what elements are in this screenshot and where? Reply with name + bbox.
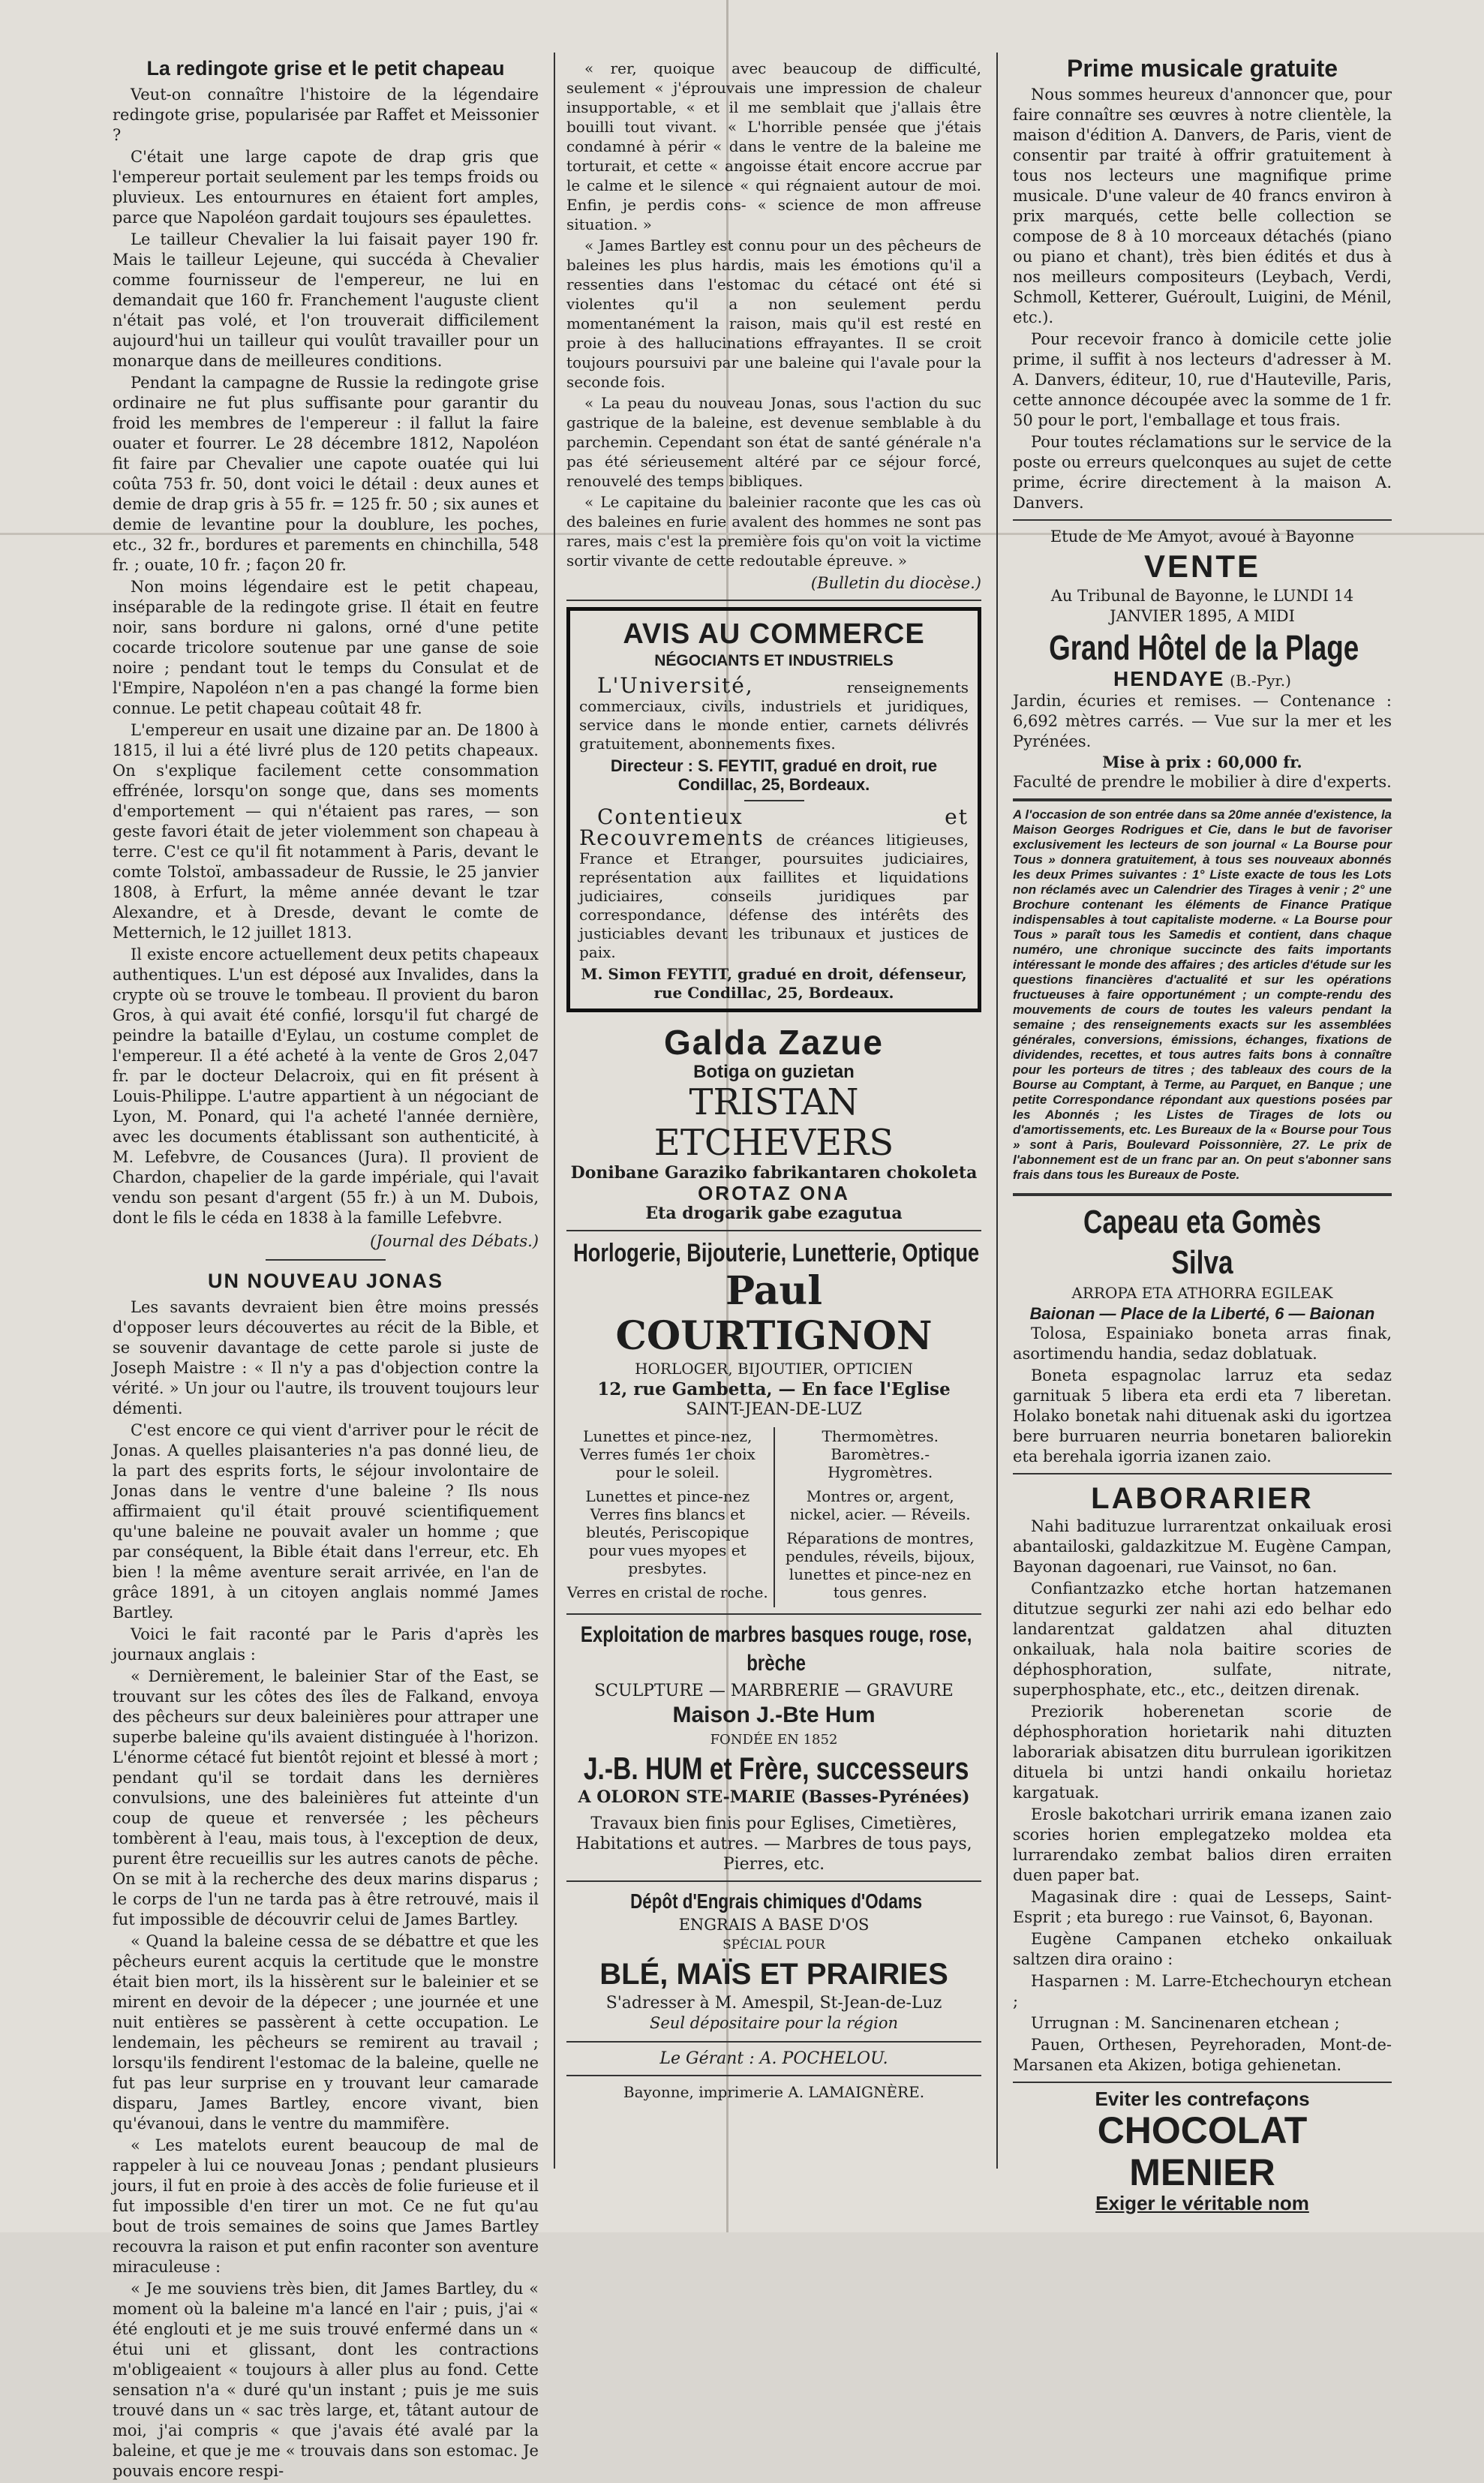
paragraph: « La peau du nouveau Jonas, sous l'action du suc gastrique de la baleine, est devenue semblable à du parchemin. Cependant son état de santé générale n'a pas été sérieusement altéré par ce séjour forcé, renouvelé des temps bibliques.: [566, 394, 981, 490]
paragraph: L'empereur en usait une dizaine par an. De 1800 à 1815, il lui a été livré plus de 120 petits chapeaux. On s'explique facilement cette consommation effrénée, lorsqu'on songe que, dans ses moments d'emportement — qui n'étaient pas rares, — son geste favori était de jeter violemment son chapeau à terre. C'est ce qu'il fit notamment à Paris, devant le comte Tolstoï, ambassadeur de Russie, le 25 janvier 1808, à Erfurt, la même année devant le tzar Alexandre, et à Dresde, devant le comte de Metternich, le 12 juillet 1813.: [113, 721, 539, 942]
article-source: (Journal des Débats.): [370, 1232, 539, 1250]
paragraph: Pour toutes réclamations sur le service de la poste ou erreurs quelconques au sujet de cette prime, écrire directement à la maison A. Danvers.: [1013, 433, 1392, 512]
paragraph: Nahi badituzue lurrarentzat onkailuak erosi abantailoski, galdazkitzue M. Eugène Campan, Bayonan dagoenari, rue Vainsot, no 6an.: [1013, 1517, 1392, 1576]
ad-line: (B.-Pyr.): [1230, 672, 1291, 690]
paragraph: Les savants devraient bien être moins pressés d'opposer leurs découvertes au récit de la Bible, et se souvenir davantage de cette parole si juste de Joseph Maistre : « Il n'y a pas d'objection contre la vérité. » Un jour ou l'autre, ils trouvent toujours leur démenti.: [113, 1298, 539, 1417]
ad-list-left: [566, 1427, 769, 1607]
ad-line: Au Tribunal de Bayonne, le LUNDI 14 JANVIER 1895, A MIDI: [1050, 587, 1354, 625]
ad-bourse-pour-tous: A l'occasion de son entrée dans sa 20me année d'existence, la Maison Georges Rodrigues et Cie, dans le but de favoriser exclusivement les lecteurs de son journal « La Bourse pour Tous » donnera gratuitement, à tous ses nouveaux abonnés les deux Primes suivantes : 1° Liste exacte de tous les Lots non réclamés avec un Calendrier des Tirages à venir ; 2° une Brochure contenant les éléments de Finance Pratique indispensables à tout capitaliste moderne. « La Bourse pour Tous » paraît tous les Samedis et contient, dans chaque numéro, une chronique succincte des faits importants intéressant le monde des affaires ; des articles d'étude sur les questions financières d'actualité et sur les opérations fructueuses à faire opportunément ; un compte-rendu des mouvements de cours de toutes les valeurs pendant la semaine ; des renseignements exacts sur les assemblées générales, conversions, émissions, échanges, fixations de dividendes, recettes, et tous autres faits bons à connaître pour les porteurs de titres ; des tableaux des cours de la Bourse au Comptant, à Terme, au Parquet, en Banque ; une petite Correspondance répondant aux questions posées par les Abonnés ; les Listes de Tirages de lots ou d'amortissements, etc. Les Bureaux de la « Bourse pour Tous » sont à Paris, Boulevard Poissonnière, 27. Le prix de l'abonnement est de un franc par an. On peut s'abonner sans frais dans tous les Bureaux de Poste.: [1013, 807, 1392, 1182]
ad-name: MENIER: [1129, 2151, 1275, 2193]
separator: [1013, 1193, 1392, 1196]
ad-line: A OLORON STE-MARIE (Basses-Pyrénées): [578, 1787, 970, 1807]
separator: [1013, 798, 1392, 801]
ad-text: de créances litigieuses, France et Etranger, poursuites judiciaires, représentation aux faillites et liquidations judiciaires, conseils juridiques par correspondance, défense des intérêts des justiciables devant les tribunaux et justices de paix.: [579, 831, 969, 961]
separator: [744, 800, 804, 801]
separator: [566, 1613, 981, 1615]
ad-chocolat-menier: [1013, 2089, 1392, 2214]
ad-text: Travaux bien finis pour Eglises, Cimetières, Habitations et autres. — Marbres de tous pays, Pierres, etc.: [575, 1814, 972, 1874]
article-title: Prime musicale gratuite: [1066, 55, 1338, 82]
ad-text: Jardin, écuries et remises. — Contenance : 6,692 mètres carrés. — Vue sur la mer et les Pyrénées.: [1013, 692, 1392, 750]
ad-line: ENGRAIS A BASE D'OS: [678, 1916, 870, 1934]
ad-line: Eta drogarik gabe ezagutua: [645, 1204, 903, 1223]
ad-director: Directeur : S. FEYTIT, gradué en droit, rue Condillac, 25, Bordeaux.: [610, 756, 938, 794]
ad-galda-zazue: [566, 1023, 981, 1224]
column-divider: [774, 1427, 775, 1607]
ad-title: Galda Zazue: [664, 1023, 884, 1062]
paragraph: Pendant la campagne de Russie la redingote grise ordinaire ne fut plus suffisante pour garantir du froid les membres de l'empereur : il fallut la faire ouater et fourrer. Le 28 décembre 1812, Napoléon fit faire par Chevalier une capote ouatée qui lui coûta 753 fr. 50, dont voici le détail : deux aunes et demie de drap gris à 55 fr. = 125 fr. 50 ; six aunes et demie de levantine pour la doublure, les poches, etc., 32 fr., bordures et parements en chinchilla, 548 fr. ; ouate, 10 fr. ; façon 20 fr.: [113, 374, 539, 574]
ad-hum: [566, 1621, 981, 1874]
article-title: La redingote grise et le petit chapeau: [146, 57, 505, 80]
paragraph: Urrugnan : M. Sancinenaren etchean ;: [1031, 2014, 1340, 2032]
ad-line: S'adresser à M. Amespil, St-Jean-de-Luz: [605, 1994, 942, 2013]
paragraph: Tolosa, Espainiako boneta arras finak, asortimendu handia, sedaz doblatuak.: [1013, 1324, 1392, 1363]
paragraph: « Quand la baleine cessa de se débattre et que les pêcheurs eurent acquis la certitude que le monstre était bien mort, ils la hissèrent sur le baleinier et se mirent en devoir de la dépecer ; une journée et une nuit entières se passèrent à cette occupation. Le lendemain, les pêcheurs se remirent au travail ; lorsqu'ils fendirent l'estomac de la baleine, quelle ne fut pas leur surprise en y trouvant leur camarade disparu, James Bartley, encore vivant, bien qu'évanoui, dans le ventre du mammifère.: [113, 1932, 539, 2133]
ad-title: Dépôt d'Engrais chimiques d'Odams: [629, 1889, 922, 1913]
paragraph: C'était une large capote de drap gris que l'empereur portait seulement par les temps froids ou pluvieux. Les entournures en étaient fort amples, parce que Napoléon gardait toujours ses épaulettes.: [113, 148, 539, 227]
paragraph: Thermomètres. Baromètres.-Hygromètres.: [822, 1427, 939, 1481]
ad-line: SAINT-JEAN-DE-LUZ: [686, 1400, 862, 1419]
paragraph: « Dernièrement, le baleinier Star of the East, se trouvant sur les côtes des îles de Falkand, envoya des pêcheurs sur deux baleinières pour attraper une superbe baleine qu'ils avaient distinguée à l'horizon. L'énorme cétacé fut bientôt rejoint et blessé à mort ; pendant qu'il se tordait dans les dernières convulsions, une des baleinières fut atteinte d'un coup de queue et renversée ; les pêcheurs tombèrent à l'eau, mais tous, à l'exception de deux, purent être recueillis sur les autres canots de pêche. On se mit à la recherche des deux marins disparus ; le corps de l'un ne tarda pas à être retrouvé, mais il fut impossible de découvrir celui de James Bartley.: [113, 1667, 539, 1928]
separator: [1013, 519, 1392, 521]
ad-line: OROTAZ ONA: [698, 1182, 850, 1204]
separator: [566, 1230, 981, 1231]
ad-title: LABORARIER: [1091, 1482, 1314, 1515]
ad-line: FONDÉE EN 1852: [710, 1732, 838, 1748]
ad-line: HORLOGER, BIJOUTIER, OPTICIEN: [635, 1360, 913, 1378]
ad-subtitle: NÉGOCIANTS ET INDUSTRIELS: [654, 652, 894, 669]
paragraph: Hasparnen : M. Larre-Etchechouryn etchean ;: [1013, 1972, 1392, 2010]
article-body: [113, 1297, 539, 2481]
ad-line: HENDAYE: [1113, 667, 1225, 690]
separator: [566, 2075, 981, 2076]
ad-text: [1013, 1517, 1392, 2076]
ad-title: Capeau eta Gomès Silva: [1083, 1204, 1321, 1281]
paragraph: Verres en cristal de roche.: [566, 1583, 768, 1601]
ad-line: Mise à prix : 60,000 fr.: [1102, 753, 1302, 771]
ad-name: TRISTAN ETCHEVERS: [653, 1081, 894, 1164]
ad-line: Maison J.-Bte Hum: [672, 1703, 876, 1727]
separator: [1013, 2082, 1392, 2083]
column-2: [566, 59, 981, 2103]
article-source: (Bulletin du diocèse.): [810, 574, 981, 592]
paragraph: Erosle bakotchari urririk emana izanen zaio scories horien emplegatzeko moldea eta lurrarendako zembat balios diren erraiten duen paper bat.: [1013, 1805, 1392, 1884]
gerant: Le Gérant : A. POCHELOU.: [659, 2049, 888, 2068]
ad-title: Exploitation de marbres basques rouge, rose, brèche: [580, 1622, 972, 1676]
paragraph: Pour recevoir franco à domicile cette jolie prime, il suffit à nos lecteurs d'adresser à M. A. Danvers, éditeur, 10, rue d'Hauteville, Paris, cette annonce découpée avec la somme de 1 fr. 50 pour le port, l'emballage et tous frais.: [1013, 330, 1392, 429]
ad-line: Faculté de prendre le mobilier à dire d'experts.: [1013, 773, 1392, 791]
ad-name: J.-B. HUM et Frère, successeurs: [583, 1751, 969, 1786]
separator: [566, 2041, 981, 2043]
separator: [1013, 1473, 1392, 1474]
paragraph: Non moins légendaire est le petit chapeau, inséparable de la redingote grise. Il était en feutre noir, sans bordure ni galons, orné d'une petite cocarde tricolore soutenue par une ganse de soie noire ; pendant tout le temps du Consulat et de l'Empire, Napoléon n'en a pas changé la forme bien connue. Le petit chapeau coûtait 48 fr.: [113, 578, 539, 717]
ad-text: [1013, 1324, 1392, 1467]
column-3: [1013, 55, 1392, 2214]
ad-line: Donibane Garaziko fabrikantaren chokoleta: [570, 1163, 978, 1183]
ad-list-right: [780, 1427, 982, 1607]
ad-capeau: [1013, 1202, 1392, 1467]
paragraph: Lunettes et pince-nez Verres fins blancs et bleutés, Periscopique pour vues myopes et presbytes.: [585, 1487, 750, 1577]
ad-laborarier: [1013, 1480, 1392, 2076]
article-title: UN NOUVEAU JONAS: [207, 1270, 444, 1292]
ad-line: Eviter les contrefaçons: [1095, 2088, 1310, 2110]
article-body: [113, 85, 539, 1228]
separator: [266, 1259, 386, 1261]
article-body: [1013, 85, 1392, 513]
paragraph: Magasinak dire : quai de Lesseps, Saint-Esprit ; eta burego : rue Vainsot, 6, Bayonan.: [1013, 1888, 1392, 1926]
ad-title: Horlogerie, Bijouterie, Lunetterie, Optique: [572, 1239, 979, 1267]
paragraph: Preziorik hoberenetan scorie de déphosphoration horietarik nahi dituzten laborariak abisatzen ditu burrulean igorikitzen dituela bi untzi handi onkailu horietaz kargatuak.: [1013, 1703, 1392, 1802]
ad-name: Paul COURTIGNON: [615, 1268, 933, 1359]
paragraph: Montres or, argent, nickel, acier. — Réveils.: [789, 1487, 971, 1523]
ad-line: SPÉCIAL POUR: [722, 1937, 825, 1952]
ad-title: AVIS AU COMMERCE: [623, 618, 925, 650]
paragraph: « Je me souviens très bien, dit James Bartley, du « moment où la baleine m'a lancé en l'air ; puis, j'ai « été englouti et je me suis trouvé enfermé dans un « étui uni et glissant, dont les contractions m'obligeaient « toujours à aller plus au fond. Cette sensation n'a « duré qu'un instant ; puis je me suis trouvé dans un « sac très large, et, tâtant autour de moi, j'ai compris « que j'avais été avalé par la baleine, et que je me « trouvais dans son estomac. Je pouvais encore respi-: [113, 2280, 539, 2480]
ad-line: Baionan — Place de la Liberté, 6 — Baionan: [1029, 1304, 1375, 1323]
paragraph: « James Bartley est connu pour un des pêcheurs de baleines les plus hardis, mais les émotions qu'il a ressenties dans l'estomac du cétacé ont été si violentes qu'il a non seulement perdu momentanément la raison, mais qu'il est resté en proie à des hallucinations effrayantes. Il se croit toujours poursuivi par une baleine qui l'avale pour la seconde fois.: [566, 236, 981, 391]
paragraph: Réparations de montres, pendules, réveils, bijoux, lunettes et pince-nez en tous genres.: [785, 1529, 975, 1601]
ad-engrais: [566, 1888, 981, 2034]
article-continuation: [566, 59, 981, 570]
paragraph: Voici le fait raconté par le Paris d'après les journaux anglais :: [113, 1625, 539, 1664]
column-rule-1: [554, 53, 555, 2169]
ad-line: Exiger le véritable nom: [1095, 2192, 1309, 2214]
ad-courtignon: [566, 1237, 981, 1607]
ad-two-columns: [566, 1427, 981, 1607]
paragraph: C'est encore ce qui vient d'arriver pour le récit de Jonas. A quelles plaisanteries n'a pas donné lieu, de la part des esprits forts, le séjour involontaire de Jonas dans le ventre d'une baleine ? Ils nous affirmaient qu'il était prouvé scientifiquement qu'une baleine ne pouvait avaler un homme ; que par conséquent, la Bible était dans l'erreur, etc. Eh bien ! la même aventure serait arrivée, en l'an de grâce 1891, à un citoyen anglais nommé James Bartley.: [113, 1421, 539, 1622]
ad-name: BLÉ, MAÏS ET PRAIRIES: [599, 1958, 948, 1991]
column-rule-2: [996, 53, 998, 2169]
ad-name: Grand Hôtel de la Plage: [1049, 628, 1359, 667]
paragraph: Le tailleur Chevalier la lui faisait payer 190 fr. Mais le tailleur Lejeune, qui succéda à Chevalier comme fournisseur de l'empereur, ne lui en demandait que 160 fr. Franchement l'auguste client n'était pas volé, et l'on trouverait difficilement aujourd'hui un tailleur qui voulût travailler pour un monarque dans de meilleures conditions.: [113, 230, 539, 370]
paragraph: Lunettes et pince-nez, Verres fumés 1er choix pour le soleil.: [579, 1427, 756, 1481]
ad-avis-au-commerce: [566, 607, 981, 1012]
ad-line: 12, rue Gambetta, — En face l'Eglise: [597, 1379, 951, 1399]
paragraph: Pauen, Orthesen, Peyrehoraden, Mont-de-Marsanen eta Akizen, botiga gehienetan.: [1013, 2036, 1392, 2074]
ad-line: ARROPA ETA ATHORRA EGILEAK: [1071, 1284, 1333, 1302]
ad-line: SCULPTURE — MARBRERIE — GRAVURE: [594, 1682, 954, 1700]
ad-text: renseignements commerciaux, civils, industriels et juridiques, service dans le monde entier, carnets délivrés gratuitement, abonnements fixes.: [579, 678, 969, 753]
paragraph: Confiantzazko etche hortan hatzemanen ditutzue segurki zer nahi azi edo belhar edo landarentzat galdatzen ahal dituzten onkailuak, hala nola baitire scories de déphosphoration, sulfate, nitrate, superphosphate, etc., etc., deitzen direnak.: [1013, 1580, 1392, 1699]
separator: [566, 1880, 981, 1882]
ad-title: VENTE: [1143, 549, 1261, 584]
ad-signature: M. Simon FEYTIT, gradué en droit, défenseur, rue Condillac, 25, Bordeaux.: [581, 965, 967, 1002]
ad-line: Etude de Me Amyot, avoué à Bayonne: [1050, 528, 1355, 546]
ad-heading: L'Université,: [597, 673, 754, 698]
paragraph: « Le capitaine du baleinier raconte que les cas où des baleines en furie avalent des hommes ne sont pas rares, mais c'est la première fois qu'on voit la victime sortir vivante de cette redoutable épreuve. »: [566, 493, 981, 570]
paragraph: Nous sommes heureux d'annoncer que, pour faire connaître ses œuvres à notre clientèle, la maison d'édition A. Danvers, de Paris, vient de consentir par traité à offrir gratuitement à tous nos lecteurs une magnifique prime musicale. D'une valeur de 40 francs environ à prix marqués, cette belle collection se compose de 8 à 10 morceaux détachés (piano ou piano et chant), très bien édités et dus à nos meilleurs compositeurs (Leybach, Verdi, Schmoll, Ketterer, Guéroult, Luigini, de Ménil, etc.).: [1013, 86, 1392, 326]
ad-heading: Contentieux et Recouvrements: [579, 804, 969, 850]
ad-line: Botiga on guzietan: [693, 1062, 855, 1082]
paragraph: Veut-on connaître l'histoire de la légendaire redingote grise, popularisée par Raffet et Meissonier ?: [113, 86, 539, 144]
paragraph: Boneta espagnolac larruz eta sedaz garnituak 5 libera eta erdi eta 7 liberetan. Holako bonetak nahi dituenak aski du igortzea bere burruaren neurria bonetaren baliorekin eta berehala igorria izanen zaio.: [1013, 1366, 1392, 1465]
paragraph: Eugène Campanen etcheko onkailuak saltzen dira oraino :: [1013, 1930, 1392, 1968]
paragraph: « rer, quoique avec beaucoup de difficulté, seulement « j'éprouvais une impression de chaleur insupportable, « et il me semblait que j'allais être bouilli tout vivant. « L'horrible pensée que j'étais condamné à périr « dans le ventre de la baleine me torturait, et cette « angoisse était encore accrue par le calme et le silence « qui régnaient autour de moi. Enfin, je perdis cons- « science de mon affreuse situation. »: [566, 59, 981, 233]
separator: [566, 600, 981, 601]
ad-vente: [1013, 527, 1392, 792]
imprimerie: Bayonne, imprimerie A. LAMAIGNÈRE.: [623, 2083, 925, 2101]
ad-line: Seul dépositaire pour la région: [649, 2014, 899, 2032]
paragraph: « Les matelots eurent beaucoup de mal de rappeler à lui ce nouveau Jonas ; pendant plusieurs jours, il fut en proie à des accès de folie furieuse et il fut impossible d'en tirer un mot. Ce ne fut qu'au bout de trois semaines de soins que James Bartley recouvra la raison et put enfin raconter son aventure miraculeuse :: [113, 2136, 539, 2276]
column-1: [113, 59, 539, 2483]
paragraph: Il existe encore actuellement deux petits chapeaux authentiques. L'un est déposé aux Invalides, dans la crypte où se trouve le tombeau. Il provient du baron Gros, à qui avait été confié, lorsqu'il fut chargé de peindre la bataille d'Eylau, un costume complet de l'empereur. Il a été acheté à la vente de Gros 2,047 fr. par le docteur Delacroix, qui en fit présent à Louis-Philippe. L'autre appartient à un négociant de Lyon, M. Ponard, qui l'a acheté l'année dernière, avec les documents établissant son authenticité, à M. Lefebvre, de Cousances (Jura). Il provient de Chardon, chapelier de la garde impériale, qui l'avait vendu son pesant d'argent (55 fr.) à un M. Dubois, dont le fils le céda en 1838 à la famille Lefebvre.: [113, 945, 539, 1227]
ad-name: CHOCOLAT: [1097, 2109, 1308, 2151]
